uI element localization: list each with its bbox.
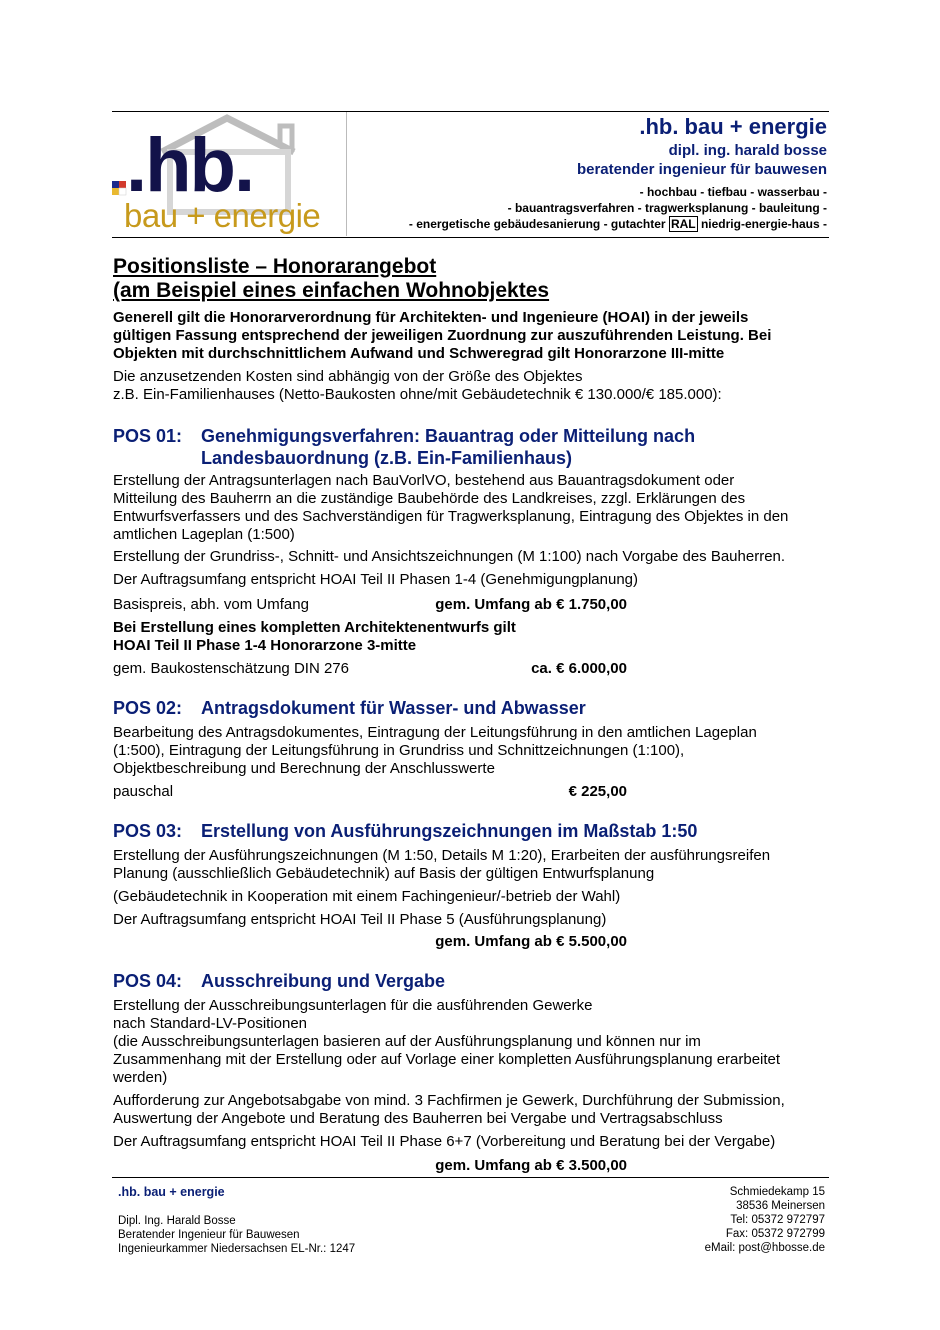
pos01-price-label: Basispreis, abh. vom Umfang	[113, 596, 309, 613]
pos01-line-1: Erstellung der Antragsunterlagen nach BauVorlVO, bestehend aus Bauantragsdokument oder	[113, 472, 735, 489]
pos01-price: gem. Umfang ab € 1.750,00	[435, 596, 627, 613]
pos01-line-6: Der Auftragsumfang entspricht HOAI Teil II Phasen 1-4 (Genehmigungplanung)	[113, 571, 639, 588]
pos04-line-8: Der Auftragsumfang entspricht HOAI Teil II Phase 6+7 (Vorbereitung und Beratung bei der Vergabe)	[113, 1133, 776, 1150]
company-logo	[112, 112, 347, 236]
header-contact-block	[367, 113, 827, 232]
footer-fax: Fax: 05372 972799	[725, 1228, 825, 1240]
pos03-price: gem. Umfang ab € 5.500,00	[435, 933, 627, 950]
pos01-bold-2: HOAI Teil II Phase 1-4 Honorarzone 3-mitte	[113, 637, 417, 654]
footer-role: Beratender Ingenieur für Bauwesen	[118, 1229, 300, 1241]
intro-bold-3: Objekten mit durchschnittlichem Aufwand und Schweregrad gilt Honorarzone III-mitte	[113, 345, 725, 362]
footer-name: Dipl. Ing. Harald Bosse	[118, 1215, 236, 1227]
pos01-price2: ca. € 6.000,00	[531, 660, 627, 677]
pos01-line-5: Erstellung der Grundriss-, Schnitt- und Ansichtszeichnungen (M 1:100) nach Vorgabe des Bauherren.	[113, 548, 786, 565]
pos01-line-3: Entwurfsverfassers und des Sachverständigen für Tragwerksplanung, Eintragung des Objektes in den	[113, 508, 789, 525]
pos01-line-2: Mitteilung des Bauherrn an die zuständige Baubehörde des Landkreises, zzgl. Erklärungen des	[113, 490, 746, 507]
pos02-price: € 225,00	[568, 783, 627, 800]
pos02-body	[113, 724, 838, 778]
logo-hb-text: .hb.	[126, 123, 254, 208]
pos03-line-1: Erstellung der Ausführungszeichnungen (M 1:50, Details M 1:20), Erarbeiten der ausführungsreifen	[113, 847, 771, 864]
pos02-line-2: (1:500), Eintragung der Leitungsführung in Grundriss und Schnittzeichnungen (1:100),	[113, 742, 685, 759]
footer-left	[118, 1185, 518, 1256]
footer-tel: Tel: 05372 972797	[730, 1214, 825, 1226]
pos04-line-7: Auswertung der Angebote und Beratung des Bauherren bei Vergabe und Vertragsabschluss	[113, 1110, 723, 1127]
pos01-body	[113, 472, 838, 589]
pos01-number: POS 01:	[113, 426, 183, 446]
footer-city: 38536 Meinersen	[736, 1200, 825, 1212]
footer-chamber: Ingenieurkammer Niedersachsen EL-Nr.: 1247	[118, 1243, 356, 1255]
pos04-line-1: Erstellung der Ausschreibungsunterlagen für die ausführenden Gewerke	[113, 997, 593, 1014]
pos02-heading	[113, 697, 586, 719]
pos03-heading	[113, 820, 697, 842]
pos04-body	[113, 997, 838, 1151]
pos04-price: gem. Umfang ab € 3.500,00	[435, 1157, 627, 1174]
ral-badge: RAL	[670, 217, 696, 231]
logo-subtitle: bau + energie	[124, 197, 321, 234]
pos04-line-4: Zusammenhang mit der Erstellung oder auf Vorlage einer kompletten Ausführungsplanung erarbeitet	[113, 1051, 781, 1068]
pos04-line-2: nach Standard-LV-Positionen	[113, 1015, 308, 1032]
header-bottom-rule	[112, 237, 829, 238]
header-services-2: - bauantragsverfahren - tragwerksplanung - bauleitung -	[507, 201, 827, 215]
pos04-title: Ausschreibung und Vergabe	[201, 971, 446, 991]
footer-rule	[112, 1177, 829, 1178]
header-services-3a: - energetische gebäudesanierung - gutachter	[408, 217, 666, 231]
intro-bold-1: Generell gilt die Honorarverordnung für Architekten- und Ingenieure (HOAI) in der jeweils	[113, 309, 749, 326]
header-services-1: - hochbau - tiefbau - wasserbau -	[639, 185, 827, 199]
pos01-line-4: amtlichen Lageplan (1:500)	[113, 526, 295, 543]
pos01-title-1: Genehmigungsverfahren: Bauantrag oder Mitteilung nach	[201, 426, 696, 446]
pos04-line-5: werden)	[113, 1069, 168, 1086]
header-services-3	[367, 216, 827, 232]
pos02-title: Antragsdokument für Wasser- und Abwasser	[201, 698, 586, 718]
page-title: Positionsliste – Honorarangebot	[113, 255, 437, 278]
pos01-bold-1: Bei Erstellung eines kompletten Architektenentwurfs gilt	[113, 619, 516, 636]
intro-text-1: Die anzusetzenden Kosten sind abhängig von der Größe des Objektes	[113, 368, 583, 385]
pos02-line-3: Objektbeschreibung und Berechnung der Anschlusswerte	[113, 760, 495, 777]
pos04-line-3: (die Ausschreibungsunterlagen basieren auf der Ausführungsplanung und können nur im	[113, 1033, 701, 1050]
header-role: beratender ingenieur für bauwesen	[576, 161, 827, 178]
pos02-line-1: Bearbeitung des Antragsdokumentes, Eintragung der Leitungsführung in den amtlichen Lageplan	[113, 724, 757, 741]
header-person: dipl. ing. harald bosse	[668, 142, 827, 159]
page-subtitle: (am Beispiel eines einfachen Wohnobjektes	[113, 279, 550, 302]
pos01-title-2: Landesbauordnung (z.B. Ein-Familienhaus)	[201, 448, 573, 468]
footer-right	[525, 1185, 825, 1255]
pos03-line-2: Planung (ausschließlich Gebäudetechnik) auf Basis der gültigen Entwurfsplanung	[113, 865, 655, 882]
footer-company: .hb. bau + energie	[118, 1185, 225, 1199]
pos02-price-label: pauschal	[113, 783, 174, 800]
pos04-line-6: Aufforderung zur Angebotsabgabe von mind. 3 Fachfirmen je Gewerk, Durchführung der Submission,	[113, 1092, 785, 1109]
footer-email[interactable]: eMail: post@hbosse.de	[704, 1242, 825, 1254]
header-services-3b: niedrig-energie-haus -	[700, 217, 827, 231]
pos01-price2-label: gem. Baukostenschätzung DIN 276	[113, 660, 349, 677]
footer-street: Schmiedekamp 15	[729, 1186, 825, 1198]
pos03-line-4: Der Auftragsumfang entspricht HOAI Teil II Phase 5 (Ausführungsplanung)	[113, 911, 607, 928]
pos04-number: POS 04:	[113, 971, 183, 991]
pos02-number: POS 02:	[113, 698, 183, 718]
pos04-heading	[113, 970, 445, 992]
header-company: .hb. bau + energie	[639, 114, 827, 139]
intro-bold-2: gültigen Fassung entsprechend der jeweiligen Zuordnung zur auszuführenden Leistung. Bei	[113, 327, 772, 344]
pos03-number: POS 03:	[113, 821, 183, 841]
pos01-heading	[113, 425, 695, 447]
intro-text-2: z.B. Ein-Familienhauses (Netto-Baukosten ohne/mit Gebäudetechnik € 130.000/€ 185.000):	[113, 386, 722, 403]
pos03-line-3: (Gebäudetechnik in Kooperation mit einem Fachingenieur/-betrieb der Wahl)	[113, 888, 621, 905]
pos03-body	[113, 847, 838, 929]
intro-section	[113, 255, 833, 404]
pos03-title: Erstellung von Ausführungszeichnungen im Maßstab 1:50	[201, 821, 698, 841]
